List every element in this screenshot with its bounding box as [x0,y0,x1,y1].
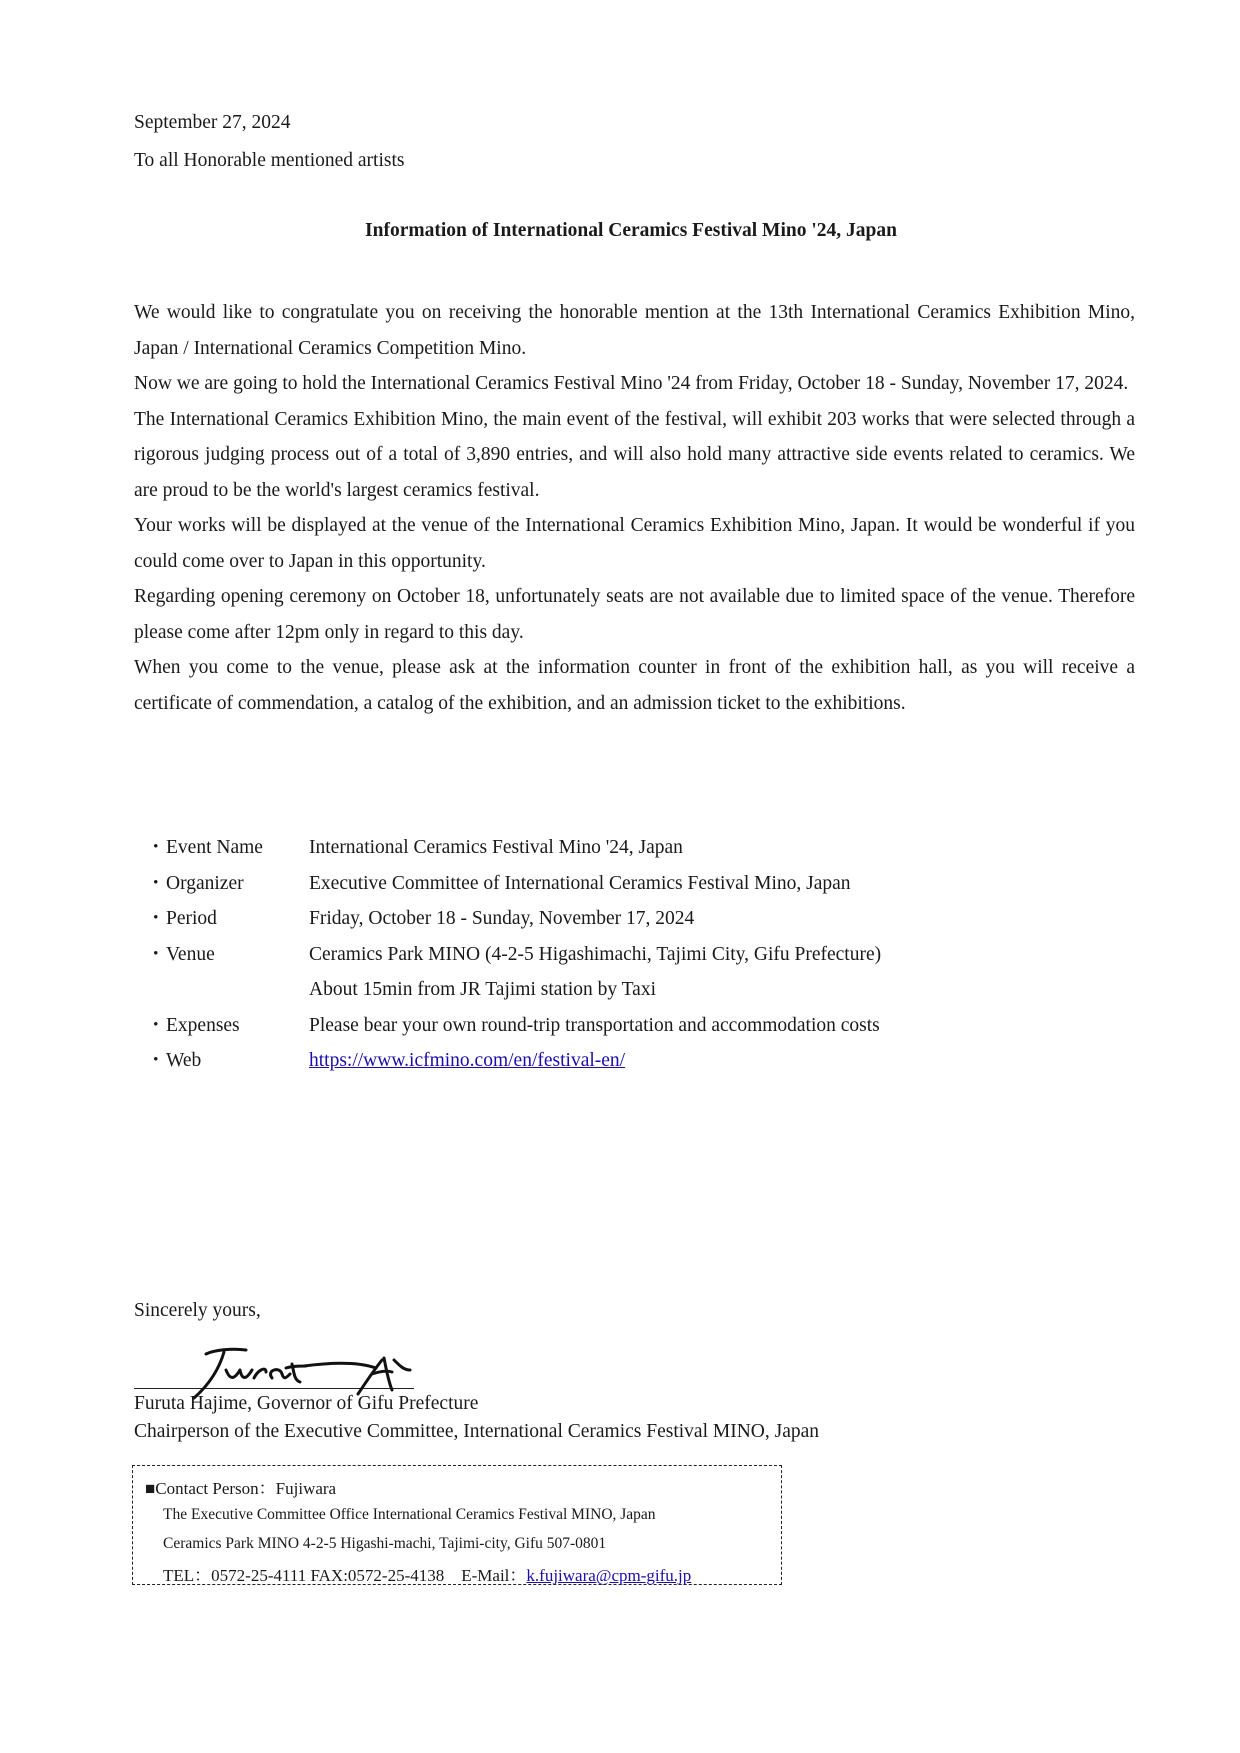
info-row-venue-access [146,972,881,1008]
info-value: Friday, October 18 - Sunday, November 17, 2024 [309,908,695,929]
closing-salutation: Sincerely yours, [134,1300,261,1321]
signatory-name: Furuta Hajime, Governor of Gifu Prefecture [134,1393,479,1414]
event-info-list [146,830,881,1079]
letter-title: Information of International Ceramics Festival Mino '24, Japan [365,220,897,241]
recipient-line: To all Honorable mentioned artists [134,150,405,171]
body-paragraph: Your works will be displayed at the venue of the International Ceramics Exhibition Mino, Japan. It would be wonderful if you could come over to Japan in this opportunity. [134,515,1135,572]
info-row-venue [146,937,881,973]
info-label: Venue [166,943,215,965]
bullet: ・ [146,943,166,965]
bullet: ・ [146,837,166,858]
body-paragraph: Now we are going to hold the International Ceramics Festival Mino '24 from Friday, October 18 - Sunday, November 17, 2024. [134,373,1129,394]
bullet: ・ [146,1014,166,1036]
info-value: International Ceramics Festival Mino '24, Japan [309,837,683,858]
info-row-period [146,901,881,937]
festival-web-link[interactable]: https://www.icfmino.com/en/festival-en/ [309,1050,626,1071]
info-label: Period [166,908,217,929]
info-value: Ceramics Park MINO (4-2-5 Higashimachi, Tajimi City, Gifu Prefecture) [309,943,882,965]
body-paragraph: When you come to the venue, please ask at the information counter in front of the exhibition hall, as you will receive a certificate of commendation, a catalog of the exhibition, and an admission ticket to the exhibitions. [134,657,1135,714]
info-value: Executive Committee of International Ceramics Festival Mino, Japan [309,872,851,894]
body-paragraph: Regarding opening ceremony on October 18, unfortunately seats are not available due to limited space of the venue. Therefore please come after 12pm only in regard to this day. [134,586,1135,643]
bullet: ・ [146,908,166,929]
info-row-event-name [146,830,881,866]
info-label [166,972,309,1008]
contact-person: ■Contact Person：Fujiwara [145,1479,337,1498]
signatory-position: Chairperson of the Executive Committee, International Ceramics Festival MINO, Japan [134,1421,820,1442]
bullet: ・ [146,1050,166,1071]
letter-date: September 27, 2024 [134,112,291,133]
contact-email-link[interactable]: k.fujiwara@cpm-gifu.jp [526,1566,692,1585]
contact-address: Ceramics Park MINO 4-2-5 Higashi-machi, Tajimi-city, Gifu 507-0801 [163,1535,607,1552]
info-row-expenses [146,1008,881,1044]
body-paragraph: We would like to congratulate you on receiving the honorable mention at the 13th International Ceramics Exhibition Mino, Japan / International Ceramics Competition Mino. [134,302,1135,359]
contact-phone-email [163,1561,691,1586]
info-label: Event Name [166,837,263,858]
contact-office: The Executive Committee Office International Ceramics Festival MINO, Japan [163,1506,656,1523]
body-paragraph: The International Ceramics Exhibition Mino, the main event of the festival, will exhibit 203 works that were selected through a rigorous judging process out of a total of 3,890 entries, and will also hold many attractive side events related to ceramics. We are proud to be the world's largest ceramics festival. [134,408,1135,501]
contact-box [132,1465,782,1585]
bullet-spacer [146,972,166,1008]
info-value: About 15min from JR Tajimi station by Taxi [309,979,657,1000]
info-label: Organizer [166,872,244,894]
info-value: Please bear your own round-trip transportation and accommodation costs [309,1014,880,1036]
contact-phone: TEL：0572-25-4111 FAX:0572-25-4138 E-Mail： [163,1566,527,1585]
info-label: Expenses [166,1014,240,1036]
info-row-organizer [146,866,881,902]
info-label: Web [166,1050,202,1071]
letter-body [134,295,1135,721]
bullet: ・ [146,872,166,894]
info-row-web [146,1043,881,1079]
